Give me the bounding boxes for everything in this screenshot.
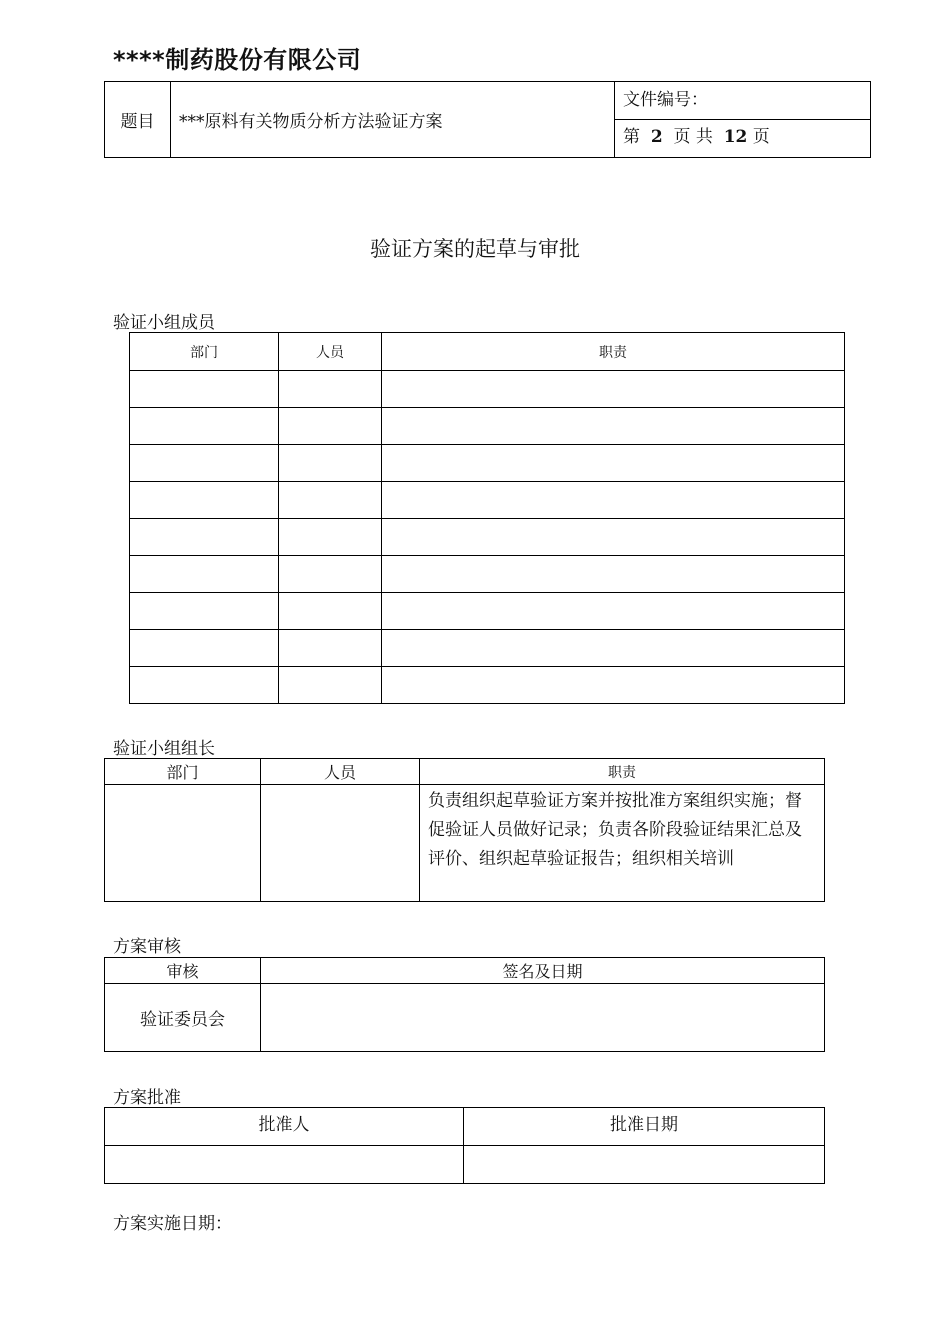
subject-value: ***原料有关物质分析方法验证方案 bbox=[171, 82, 615, 158]
review-cell-reviewer: 验证委员会 bbox=[105, 984, 261, 1052]
company-name: ****制药股份有限公司 bbox=[113, 46, 362, 74]
approval-table bbox=[104, 1107, 825, 1184]
table-row bbox=[130, 408, 845, 445]
members-cell-person[interactable] bbox=[279, 667, 382, 704]
page-total: 12 bbox=[723, 127, 748, 147]
page-current: 2 bbox=[650, 127, 663, 147]
leader-section-label: 验证小组组长 bbox=[113, 739, 215, 759]
review-section-label: 方案审核 bbox=[113, 937, 181, 957]
members-cell-department[interactable] bbox=[130, 445, 279, 482]
members-cell-department[interactable] bbox=[130, 630, 279, 667]
leader-table bbox=[104, 758, 825, 902]
table-row bbox=[105, 785, 825, 902]
members-col-duty: 职责 bbox=[382, 333, 845, 371]
approval-col-approver: 批准人 bbox=[105, 1108, 464, 1146]
members-cell-person[interactable] bbox=[279, 556, 382, 593]
members-section-label: 验证小组成员 bbox=[113, 313, 215, 333]
review-col-reviewer: 审核 bbox=[105, 958, 261, 984]
members-col-person: 人员 bbox=[279, 333, 382, 371]
members-cell-person[interactable] bbox=[279, 445, 382, 482]
members-cell-duty[interactable] bbox=[382, 519, 845, 556]
implementation-date-label: 方案实施日期： bbox=[113, 1214, 232, 1234]
leader-col-department: 部门 bbox=[105, 759, 261, 785]
leader-cell-department[interactable] bbox=[105, 785, 261, 902]
table-row bbox=[130, 445, 845, 482]
review-cell-signature[interactable] bbox=[261, 984, 825, 1052]
members-cell-person[interactable] bbox=[279, 593, 382, 630]
approval-section-label: 方案批准 bbox=[113, 1088, 181, 1108]
members-cell-duty[interactable] bbox=[382, 630, 845, 667]
members-cell-person[interactable] bbox=[279, 371, 382, 408]
page-indicator bbox=[615, 120, 871, 158]
subject-label: 题目 bbox=[105, 82, 171, 158]
members-cell-duty[interactable] bbox=[382, 482, 845, 519]
members-cell-department[interactable] bbox=[130, 667, 279, 704]
members-cell-department[interactable] bbox=[130, 593, 279, 630]
table-row bbox=[130, 593, 845, 630]
table-row bbox=[105, 1146, 825, 1184]
page-suffix: 页 bbox=[752, 127, 770, 147]
members-cell-duty[interactable] bbox=[382, 445, 845, 482]
members-table bbox=[129, 332, 845, 704]
members-cell-department[interactable] bbox=[130, 408, 279, 445]
review-table bbox=[104, 957, 825, 1052]
leader-col-duty: 职责 bbox=[420, 759, 825, 785]
document-title: 验证方案的起草与审批 bbox=[370, 237, 580, 261]
members-cell-department[interactable] bbox=[130, 556, 279, 593]
table-row bbox=[105, 984, 825, 1052]
members-cell-duty[interactable] bbox=[382, 667, 845, 704]
approval-cell-date[interactable] bbox=[464, 1146, 825, 1184]
members-cell-department[interactable] bbox=[130, 482, 279, 519]
members-cell-person[interactable] bbox=[279, 519, 382, 556]
members-cell-duty[interactable] bbox=[382, 408, 845, 445]
members-cell-person[interactable] bbox=[279, 482, 382, 519]
members-col-department: 部门 bbox=[130, 333, 279, 371]
members-cell-department[interactable] bbox=[130, 371, 279, 408]
leader-cell-person[interactable] bbox=[261, 785, 420, 902]
header-table bbox=[104, 81, 871, 158]
table-row bbox=[130, 371, 845, 408]
table-row bbox=[130, 667, 845, 704]
leader-col-person: 人员 bbox=[261, 759, 420, 785]
approval-col-date: 批准日期 bbox=[464, 1108, 825, 1146]
page-prefix: 第 bbox=[623, 127, 640, 147]
members-cell-duty[interactable] bbox=[382, 371, 845, 408]
members-cell-person[interactable] bbox=[279, 408, 382, 445]
approval-cell-approver[interactable] bbox=[105, 1146, 464, 1184]
members-cell-duty[interactable] bbox=[382, 556, 845, 593]
leader-cell-duty: 负责组织起草验证方案并按批准方案组织实施；督促验证人员做好记录；负责各阶段验证结果汇总及评价、组织起草验证报告；组织相关培训 bbox=[420, 785, 825, 902]
members-cell-department[interactable] bbox=[130, 519, 279, 556]
members-cell-duty[interactable] bbox=[382, 593, 845, 630]
review-col-signature: 签名及日期 bbox=[261, 958, 825, 984]
page-mid: 页 共 bbox=[673, 127, 713, 147]
table-row bbox=[130, 630, 845, 667]
table-row bbox=[130, 556, 845, 593]
file-number-label: 文件编号： bbox=[615, 82, 871, 120]
table-row bbox=[130, 482, 845, 519]
members-cell-person[interactable] bbox=[279, 630, 382, 667]
table-row bbox=[130, 519, 845, 556]
